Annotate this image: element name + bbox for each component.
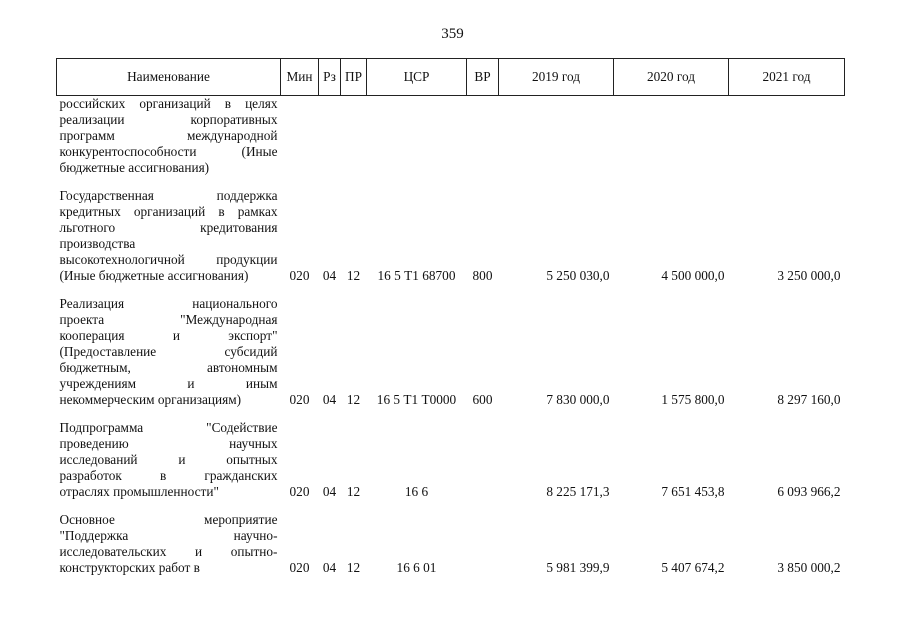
table-row bbox=[57, 296, 845, 420]
name-line: Основное мероприятие bbox=[59, 512, 278, 527]
cell-pr bbox=[341, 96, 367, 189]
name-line: бюджетные ассигнования) bbox=[59, 160, 210, 175]
name-line: исследований и опытных bbox=[59, 452, 278, 467]
name-line: исследовательских и опытно- bbox=[59, 544, 278, 559]
cell-2019: 5 981 399,9 bbox=[546, 560, 610, 575]
page-number: 359 bbox=[441, 26, 464, 42]
name-line: реализации корпоративных bbox=[59, 112, 278, 127]
cell-2021: 6 093 966,2 bbox=[777, 484, 841, 499]
cell-pr: 12 bbox=[346, 268, 361, 283]
cell-vr bbox=[467, 512, 499, 578]
table-row bbox=[57, 96, 845, 189]
cell-rz: 04 bbox=[322, 392, 337, 407]
cell-name bbox=[57, 188, 281, 296]
cell-2021: 8 297 160,0 bbox=[777, 392, 841, 407]
cell-csr bbox=[367, 96, 467, 189]
table-row bbox=[57, 420, 845, 512]
header-min: Мин bbox=[281, 59, 319, 96]
name-line: льготного кредитования bbox=[59, 220, 278, 235]
cell-2020: 5 407 674,2 bbox=[661, 560, 725, 575]
cell-min: 020 bbox=[289, 268, 310, 283]
cell-rz: 04 bbox=[322, 560, 337, 575]
cell-vr bbox=[467, 420, 499, 512]
name-line: кооперация и экспорт" bbox=[59, 328, 278, 343]
cell-2020 bbox=[614, 96, 729, 189]
cell-min: 020 bbox=[289, 560, 310, 575]
name-line: Государственная поддержка bbox=[59, 188, 278, 203]
cell-2021: 3 250 000,0 bbox=[777, 268, 841, 283]
name-line: конструкторских работ в bbox=[59, 560, 200, 575]
cell-2020: 1 575 800,0 bbox=[661, 392, 725, 407]
cell-2021 bbox=[729, 96, 845, 189]
name-line: проекта "Международная bbox=[59, 312, 278, 327]
name-line: высокотехнологичной продукции bbox=[59, 252, 278, 267]
name-line: программ международной bbox=[59, 128, 278, 143]
cell-csr: 16 6 01 bbox=[396, 560, 437, 575]
name-line: учреждениям и иным bbox=[59, 376, 278, 391]
cell-rz bbox=[319, 96, 341, 189]
cell-csr: 16 5 Т1 Т0000 bbox=[376, 392, 457, 407]
cell-2019: 5 250 030,0 bbox=[546, 268, 610, 283]
header-vr: ВР bbox=[467, 59, 499, 96]
cell-2020: 4 500 000,0 bbox=[661, 268, 725, 283]
name-line: конкурентоспособности (Иные bbox=[59, 144, 278, 159]
cell-vr bbox=[467, 96, 499, 189]
name-line: российских организаций в целях bbox=[59, 96, 278, 111]
cell-2019: 7 830 000,0 bbox=[546, 392, 610, 407]
table-row bbox=[57, 512, 845, 578]
header-2019: 2019 год bbox=[499, 59, 614, 96]
name-line: "Поддержка научно- bbox=[59, 528, 278, 543]
cell-rz: 04 bbox=[322, 268, 337, 283]
cell-name bbox=[57, 420, 281, 512]
cell-vr: 800 bbox=[472, 268, 493, 283]
name-line: Подпрограмма "Содействие bbox=[59, 420, 278, 435]
table-row bbox=[57, 188, 845, 296]
cell-min: 020 bbox=[289, 392, 310, 407]
name-line: отраслях промышленности" bbox=[59, 484, 219, 499]
name-line: бюджетным, автономным bbox=[59, 360, 278, 375]
table-header-row bbox=[57, 59, 845, 96]
budget-table bbox=[56, 58, 845, 578]
name-line: производства bbox=[59, 236, 136, 251]
name-line: некоммерческим организациям) bbox=[59, 392, 242, 407]
cell-name bbox=[57, 96, 281, 189]
header-2020: 2020 год bbox=[614, 59, 729, 96]
cell-pr: 12 bbox=[346, 560, 361, 575]
cell-2020: 7 651 453,8 bbox=[661, 484, 725, 499]
cell-rz: 04 bbox=[322, 484, 337, 499]
name-line: Реализация национального bbox=[59, 296, 278, 311]
header-csr: ЦСР bbox=[367, 59, 467, 96]
name-line: (Предоставление субсидий bbox=[59, 344, 278, 359]
cell-name bbox=[57, 512, 281, 578]
cell-pr: 12 bbox=[346, 392, 361, 407]
header-rz: Рз bbox=[319, 59, 341, 96]
name-line: разработок в гражданских bbox=[59, 468, 278, 483]
name-line: кредитных организаций в рамках bbox=[59, 204, 278, 219]
cell-csr: 16 5 Т1 68700 bbox=[377, 268, 456, 283]
cell-name bbox=[57, 296, 281, 420]
cell-2021: 3 850 000,2 bbox=[777, 560, 841, 575]
header-name: Наименование bbox=[57, 59, 281, 96]
cell-min: 020 bbox=[289, 484, 310, 499]
cell-2019 bbox=[499, 96, 614, 189]
name-line: проведению научных bbox=[59, 436, 278, 451]
cell-2019: 8 225 171,3 bbox=[546, 484, 610, 499]
name-line: (Иные бюджетные ассигнования) bbox=[59, 268, 249, 283]
header-2021: 2021 год bbox=[729, 59, 845, 96]
cell-pr: 12 bbox=[346, 484, 361, 499]
header-pr: ПР bbox=[341, 59, 367, 96]
cell-min bbox=[281, 96, 319, 189]
cell-csr: 16 6 bbox=[404, 484, 429, 499]
cell-vr: 600 bbox=[472, 392, 493, 407]
